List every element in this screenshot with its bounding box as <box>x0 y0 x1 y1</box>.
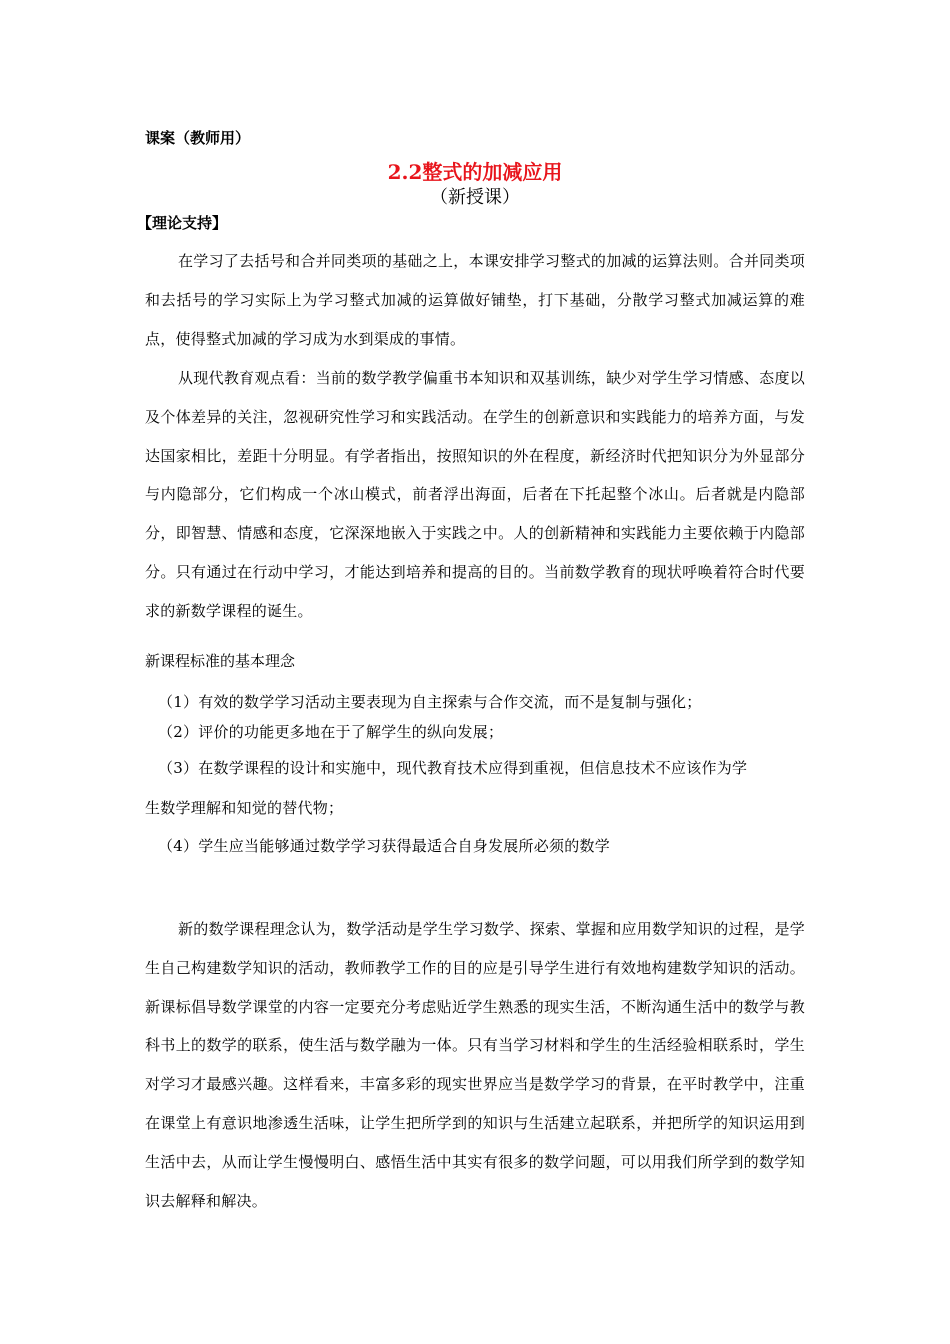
paragraph: 新的数学课程理念认为，数学活动是学生学习数学、探索、掌握和应用数学知识的过程，是学生自己构建数学知识的活动，教师教学工作的目的应是引导学生进行有效地构建数学知识的活动。新课标倡导数学课堂的内容一定要充分考虑贴近学生熟悉的现实生活，不断沟通生活中的数学与教科书上的数学的联系，使生活与数学融为一体。只有当学习材料和学生的生活经验相联系时，学生对学习才最感兴趣。这样看来，丰富多彩的现实世界应当是数学学习的背景，在平时教学中，注重在课堂上有意识地渗透生活味，让学生把所学到的知识与生活建立起联系，并把所学的知识运用到生活中去，从而让学生慢慢明白、感悟生活中其实有很多的数学问题，可以用我们所学到的数学知识去解释和解决。 <box>145 920 805 1210</box>
list-item: （1）有效的数学学习活动主要表现为自主探索与合作交流，而不是复制与强化； <box>158 693 702 711</box>
document-label: 课案（教师用） <box>145 129 251 147</box>
section-heading: 【理论支持】 <box>137 214 228 232</box>
paragraph: 从现代教育观点看：当前的数学教学偏重书本知识和双基训练，缺少对学生学习情感、态度以及个体差异的关注，忽视研究性学习和实践活动。在学生的创新意识和实践能力的培养方面，与发达国家相比，差距十分明显。有学者指出，按照知识的外在程度，新经济时代把知识分为外显部分与内隐部分，它们构成一个冰山模式，前者浮出海面，后者在下托起整个冰山。后者就是内隐部分，即智慧、情感和态度，它深深地嵌入于实践之中。人的创新精神和实践能力主要依赖于内隐部分。只有通过在行动中学习，才能达到培养和提高的目的。当前数学教育的现状呼唤着符合时代要求的新数学课程的诞生。 <box>145 369 805 620</box>
list-item: （2）评价的功能更多地在于了解学生的纵向发展； <box>158 723 504 741</box>
paragraph: 在学习了去括号和合并同类项的基础之上，本课安排学习整式的加减的运算法则。合并同类项和去括号的学习实际上为学习整式加减的运算做好铺垫，打下基础，分散学习整式加减运算的难点，使得整式加减的学习成为水到渠成的事情。 <box>145 252 805 348</box>
document-title: 2.2整式的加减应用 <box>387 160 563 184</box>
list-item: （3）在数学课程的设计和实施中，现代教育技术应得到重视，但信息技术不应该作为学 <box>158 759 748 777</box>
standards-heading: 新课程标准的基本理念 <box>145 652 296 670</box>
list-item-continuation: 生数学理解和知觉的替代物； <box>145 799 344 817</box>
document-subtitle: （新授课） <box>430 187 520 208</box>
list-item: （4）学生应当能够通过数学学习获得最适合自身发展所必须的数学 <box>158 837 611 855</box>
